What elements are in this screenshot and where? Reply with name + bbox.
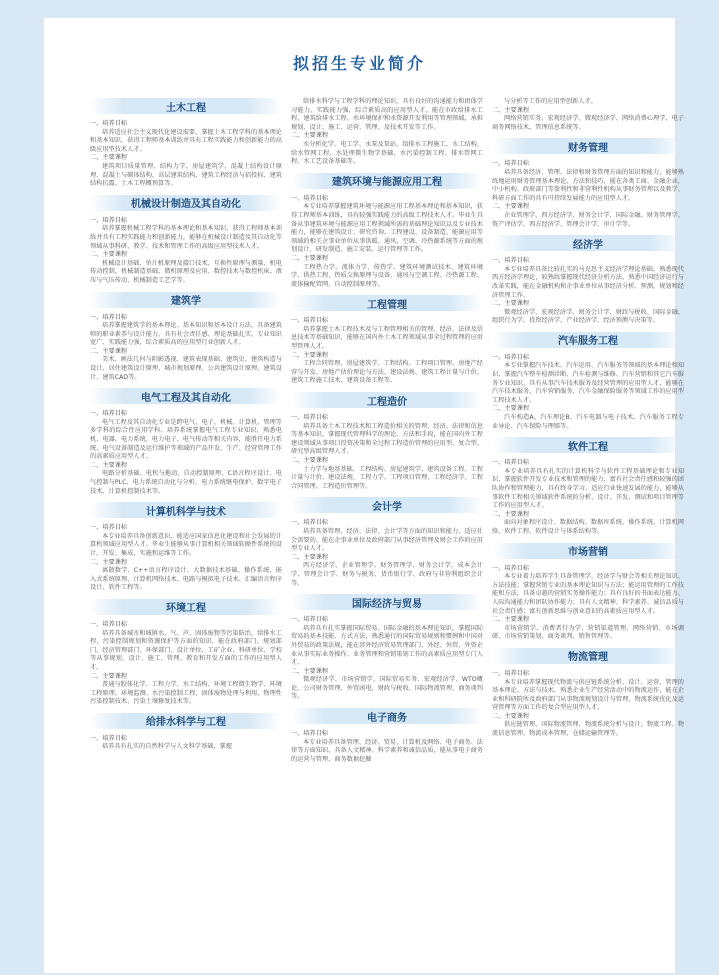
course-text: 西方经济学、企业管理学、财务管理学、财务会计学、成本会计学、管理会计学、财务与税务、货币银行学、政府与非营利组织会计等。 — [291, 562, 483, 587]
major-section — [291, 98, 483, 167]
goal-text: 培养掌握土木工程技术及与工程管理相关的管理、经济、法律及信息技术等基础知识，能够在国内外土木工程领域从事全过程管理的应用型管理人才。 — [291, 325, 483, 351]
section-header — [90, 599, 282, 615]
course-text: 汽车构造A、汽车理论B、汽车电器与电子技术、汽车服务工程专业导论、汽车保险与理赔等。 — [492, 414, 684, 430]
section-header — [492, 543, 684, 559]
section-header — [291, 173, 483, 189]
course-label: 二、主要课程 — [291, 457, 329, 464]
column-3 — [492, 98, 684, 745]
section-title: 电气工程及其自动化 — [141, 392, 231, 404]
course-label: 二、主要课程 — [90, 154, 128, 162]
goal-label: 一、培养目标 — [90, 620, 128, 628]
course-text: 建筑项目质量管理、结构力学、房屋建筑学、混凝土结构设计原理、混凝土与砌体结构、高层建筑结构、建筑工程经济与招投标、建筑结构抗震、土木工程概预算等。 — [90, 162, 282, 188]
goal-label: 一、培养目标 — [492, 353, 530, 361]
goal-label: 一、培养目标 — [492, 257, 530, 265]
course-label: 二、主要课程 — [291, 667, 329, 675]
major-section — [90, 713, 282, 752]
course-text: 机械设计基础、单片机原理及接口技术、互换性原理与测量、机电传动控制、机械制造基础、微机原理及应用、数控技术与数控机床、液压与气压传动、机械制造工艺学等。 — [90, 259, 282, 284]
course-text: 供应链管理、国际物流管理、物流系统分析与设计、物流工程、物流信息管理、物流成本管理、仓储运输管理等。 — [492, 721, 684, 738]
section-header — [291, 594, 483, 610]
major-section — [291, 295, 483, 386]
course-text: 美术、画法几何与阴影透视、建筑表现基础、建筑史、建筑构造与设计、居住建筑设计原理、城市规划原理、公共建筑设计原理、建筑设计、建筑CAD等。 — [90, 356, 282, 381]
major-section — [492, 138, 684, 229]
section-header — [90, 713, 282, 729]
course-label: 二、主要课程 — [90, 672, 128, 680]
goal-label: 一、培养目标 — [291, 730, 329, 738]
major-section — [291, 497, 483, 588]
column-2 — [291, 98, 483, 770]
course-text: 工程合同管理、房屋建筑学、工程结构、工程项目管理、房地产经营与开发、房地产估价理论与方法、建设法规、建筑工程计量与计价、建筑工程施工技术、建筑设备工程等。 — [291, 360, 483, 385]
goal-text: 培养具备管理、经济、法律、会计学等方面的知识和能力，适应社会需要的、能在企事业单位及政府部门从事经济管理及财会工作的应用型专业人才。 — [291, 527, 483, 553]
section-header — [291, 497, 483, 513]
goal-label: 一、培养目标 — [291, 317, 329, 325]
section-title: 财务管理 — [568, 142, 608, 154]
goal-text: 本专业培养具备创新意识，能适应国家信息化建设和社会发展的计算机领域应用型人才。毕业生能够从事计算机相关领域软硬件系统的设计、开发、集成、实施和运维等工作。 — [90, 532, 282, 557]
goal-text: 电气工程及其自动化专业是跨电气、电子、机械、计算机、管理等多学科的综合性应用学科。培养系统掌握电气工程专业知识，熟悉电机、电器、电力系统、电力电子、电气传动等相关内容，能胜任电力系统、电气设备制造及运行维护等领域的产品开发、生产、经营管理工作的高素质应用型人才。 — [90, 418, 282, 461]
course-label: 二、主要课程 — [90, 461, 128, 469]
goal-label: 一、培养目标 — [90, 410, 128, 418]
course-text: 企业管理学、西方经济学、财务会计学、国际金融、财务管理学、资产评估学、西方经济学、管理会计学、审计学等。 — [492, 211, 684, 228]
goal-label: 一、培养目标 — [291, 414, 329, 422]
course-label: 二、主要课程 — [291, 553, 329, 561]
course-text: 微观经济学、宏观经济学、财务会计学、财政与税收、国际金融、组织行为学、投资经济学、产业经济学、经济预测与决策等。 — [492, 308, 684, 325]
goal-label: 一、培养目标 — [492, 564, 530, 572]
course-label: 二、主要课程 — [90, 558, 128, 566]
section-title: 建筑环境与能源应用工程 — [332, 177, 442, 189]
major-section — [291, 708, 483, 764]
course-label: 二、主要课程 — [90, 251, 128, 259]
goal-label: 一、培养目标 — [90, 734, 128, 742]
course-text: 土力学与地基基础、工程结构、房屋建筑学、建筑设备工程、工程计量与计价、建设法规、工程力学、工程项目管理、工程经济学、工程合同管理、工程造价管理等。 — [291, 465, 483, 490]
course-text: 普通与胶体化学、工程力学、水工结构、环境工程微生物学、环境工程原理、环境监测、水污染控制工程、固体废物处理与利用、物理性污染控制技术、污染土壤修复技术等。 — [90, 681, 282, 706]
major-section — [291, 594, 483, 702]
goal-label: 一、培养目标 — [90, 524, 128, 532]
goal-label: 一、培养目标 — [492, 669, 530, 677]
major-section — [492, 437, 684, 536]
major-section — [90, 98, 282, 189]
course-text: 离散数学、C++语言程序设计、大数据技术基础、操作系统、嵌入式系统原理、计算机网络技术、电路与模拟电子技术、汇编语言程序设计、软件工程等。 — [90, 567, 282, 592]
goal-text: 培养适应社会主义现代化建设需要，掌握土木工程学科的基本理论和基本知识，获得工程师基本训练并具有工程实践能力和创新能力的高级应用型技术人才。 — [90, 128, 282, 153]
section-title: 软件工程 — [568, 441, 608, 453]
course-label: 二、主要课程 — [492, 510, 530, 518]
goal-text: 本专业培养具有扎实的计算机科学与软件工程基础理论和专业知识，掌握软件开发专业技术和管理的能力，富有社会责任感和较强的团队协作和管理能力，具有终身学习、适应行业快速发展的能力，能够从事软件工程相关领域软件系统的分析、设计、开发、测试和项目管理等工作的应用型人才。 — [492, 467, 684, 510]
major-section — [492, 98, 684, 132]
course-label: 二、主要课程 — [492, 203, 530, 211]
major-section — [492, 235, 684, 326]
section-title: 市场营销 — [568, 547, 608, 559]
section-header — [90, 292, 282, 308]
goal-label: 一、培养目标 — [492, 459, 530, 467]
section-header — [492, 138, 684, 154]
course-text: 微观经济学、市场营销学、国际贸易实务、宏观经济学、WTO概论、公司财务管理、外贸函电、财政与税收、国际物流管理、商务谈判等。 — [291, 676, 483, 701]
section-title: 给排水科学与工程 — [146, 717, 226, 729]
course-text: 水分析化学、电工学、水泵及泵站、给排水工程施工、水工结构、给水管网工程、水处理微生物学基础、水污染控制工程、排水管网工程、水工艺设备基础等。 — [291, 140, 483, 166]
section-header — [90, 388, 282, 404]
section-header — [492, 437, 684, 453]
goal-text: 培养具有扎实的自然科学与人文科学基础，掌握 — [102, 743, 232, 751]
course-text: 市场营销学、消费者行为学、营销渠道管理、网络营销、市场调研、市场营销策划、商务谈判、销售管理等。 — [492, 624, 684, 641]
course-text: 工程热力学、流体力学、传热学、建筑环境测试技术、建筑环境学、供热工程、热质交换原理与设备、通风与空调工程、冷热源工程、流体输配管网、自动控制原理等。 — [291, 263, 483, 288]
course-label: 二、主要课程 — [492, 106, 530, 114]
course-text: 电路分析基础、电机与拖动、自动控制原理、C语言程序设计、电气控制与PLC、电力系统自动化与分析、电力系统继电保护、数字电子技术、计算机控制技术等。 — [90, 470, 282, 495]
goal-label: 一、培养目标 — [492, 160, 530, 168]
section-title: 环境工程 — [166, 603, 206, 615]
goal-text: 培养具备城市和城镇水、气、声、固体废物等污染防治，给排水工程，污染控制规划和资源保护等方面的知识，能在政府部门、规划部门、经济管理部门、环保部门、设计单位、工矿企业、科研单位、学校等从事规划、设计、施工、管理、教育和开发方面的工作的应用型人才。 — [90, 629, 282, 671]
section-header — [291, 295, 483, 311]
page-title: 拟招生专业简介 — [292, 54, 426, 73]
major-section — [90, 195, 282, 286]
section-header — [291, 708, 483, 724]
section-title: 计算机科学与技术 — [146, 506, 226, 518]
goal-text: 本专业培养掌握建筑环境与能源应用工程基本理论和基本知识，获得工程师基本训练，具有较强实践能力的高级工程技术人才。毕业生具备从事建筑环境与能源应用工程领域所需的基础理论知识以及专业技术能力，能够在建筑设计、研究咨询、工程建设、设备制造、能源应用等领域的相关企事业单位从事供暖、通风、空调、冷热源系统等方面的规划设计、研发制造、施工安装、运行管理等工作。 — [291, 203, 483, 254]
goal-text: 本专业培养具备比较扎实的马克思主义经济学理论基础，熟悉现代西方经济学理论，较熟练掌握现代经济分析方法，熟悉中国经济运行与改革实践，能在金融机构和企事业单位从事经济分析、预测、规划和经济管理工作。 — [492, 265, 684, 299]
section-title: 建筑学 — [171, 296, 201, 307]
goal-text: 培养掌握机械工程学科的基本理论和基本知识，获得工程师基本训练并具有工程实践能力和创新能力，能够在机械设计制造及其自动化等领域从事科研、教学、技术和管理工作的高级应用型技术人才。 — [90, 225, 282, 250]
course-text: 网络营销实务、宏观经济学、微观经济学、网络消费心理学、电子商务网络技术、管理信息系统等。 — [492, 115, 684, 131]
major-section — [90, 599, 282, 707]
section-title: 汽车服务工程 — [558, 336, 618, 348]
goal-text: 培养具备经济、管理、法律和财务管理方面的知识和能力，能够熟练地运用财务管理基本理论、方法和技巧，能在各类工商、金融企业，中小机构、政府部门等盈利性和非营利性机构从事财务管理以及教学、科研方面工作的具有可持续发展能力的应用型人才。 — [492, 168, 684, 202]
goal-text: 培养具有扎实掌握国际贸易、国际金融的基本理论知识，掌握国际贸易的基本技能、方式方法，熟悉通行的国际贸易规则和惯例和中国对外贸易的政策法规，能在涉外经济贸易管理部门、外经、外贸、外资企业从事实际业务操作、业务管理和营销策划工作的高素质应用型专门人才。 — [291, 624, 483, 667]
major-section — [90, 388, 282, 496]
goal-label: 一、培养目标 — [90, 120, 128, 127]
section-header — [291, 392, 483, 408]
section-header — [492, 235, 684, 251]
section-header — [90, 98, 282, 114]
section-header — [492, 648, 684, 664]
section-header — [90, 195, 282, 211]
section-title: 国际经济与贸易 — [352, 598, 422, 610]
course-label: 二、主要课程 — [291, 254, 329, 262]
major-section — [90, 292, 282, 383]
brochure-page — [44, 18, 684, 973]
course-label: 二、主要课程 — [291, 132, 329, 140]
section-title: 工程造价 — [367, 396, 407, 408]
major-section — [492, 332, 684, 431]
goal-label: 一、培养目标 — [291, 616, 329, 624]
section-title: 物流管理 — [568, 652, 608, 664]
column-1 — [90, 98, 282, 758]
goal-text: 给排水科学与工程学科的理论知识，具有良好的沟通能力和团体学习能力，实践能力强，综合素质高的应用型人才。能在市政给排水工程、建筑给排水工程、水环境保护和水资源开发利用等管理领域，承担规划、设计、施工、运营、管理、及技术开发等工作。 — [291, 98, 483, 131]
major-section — [90, 502, 282, 593]
goal-label: 一、培养目标 — [291, 519, 329, 527]
section-title: 机械设计制造及其自动化 — [131, 199, 241, 211]
course-label: 二、主要课程 — [492, 300, 530, 308]
course-label: 二、主要课程 — [492, 405, 530, 413]
section-title: 电子商务 — [367, 712, 407, 724]
section-header — [492, 332, 684, 348]
section-title: 经济学 — [573, 239, 603, 251]
major-section — [492, 543, 684, 642]
major-section — [492, 648, 684, 739]
course-text: 面向对象程序设计、数据结构、数据库系统、操作系统、计算机网络、软件工程、软件设计与体系结构等。 — [492, 519, 684, 535]
goal-text: 本专业掌握汽车技术、汽车运用、汽车服务等领域的基本理论和知识，掌握汽车整车检测诊断、汽车检测与维修、汽车营销和其它汽车服务专业知识，具有从事汽车技术服务及经营管理的应用型人才，能够在汽车技术服务、汽车营销服务、汽车金融保险服务等领域工作的应用型工程技术人才。 — [492, 362, 684, 404]
section-header — [90, 502, 282, 518]
course-label: 二、主要课程 — [492, 616, 530, 624]
goal-text: 本专业培养具备管理、经济、贸易、计算机及网络、电子商务、法律等方面知识，具备人文精神、科学素养和诚信品质，能从事电子商务的运营与管理，商务数据挖掘 — [291, 738, 483, 763]
section-title: 会计学 — [372, 501, 402, 513]
section-title: 工程管理 — [367, 299, 407, 311]
course-label: 二、主要课程 — [291, 351, 329, 359]
goal-text: 培养具备土木工程技术和工程造价相关的管理、经济、法律和信息等基本知识，掌握现代管理科学的理论、方法和手段，能在国内外工程建设领域从事项目投资决策和全过程工程造价管理的应用型、复合型、研究型高级管理人才。 — [291, 422, 483, 456]
goal-text: 培养掌握建筑学的基本理论、基本知识和基本设计方法，具备建筑师的职业素养与设计能力，具有社会责任感、理论基础扎实、专业知识宽广、实践能力强，综合素质高的应用型行业创新人才。 — [90, 322, 282, 347]
goal-label: 一、培养目标 — [90, 313, 128, 321]
major-section — [291, 173, 483, 290]
goal-label: 一、培养目标 — [90, 216, 128, 224]
course-label: 二、主要课程 — [90, 347, 128, 355]
goal-text: 本专业着力培养学生具备管理学、经济学与财会等相关理论知识、方法技能；掌握营销专业的基本理论知识与方法；能运用管理的工作技能和方法，具备卓越的营销实务操作能力；具有良好的书面表达能力、人际沟通能力和团队协作能力；具有人文精神、科学素养、诚信品质与社会责任感；富有创新思维与创业意识的高素质应用型人才。 — [492, 573, 684, 615]
goal-text: 与分析等工作的应用型创新人才。 — [504, 98, 597, 105]
goal-text: 本专业培养掌握现代物流与供应链系统分析、设计、运营、管理的基本理论、方法与技术，熟悉企业生产经营活动中的物流运作，能在企业和科研院所及政府部门从事物流规划设计与管理、物流系统优化及运营管理等方面工作的复合型应用型人才。 — [492, 678, 684, 712]
major-section — [291, 392, 483, 491]
course-label: 二、主要课程 — [492, 712, 530, 720]
section-title: 土木工程 — [166, 102, 206, 114]
goal-label: 一、培养目标 — [291, 194, 329, 202]
